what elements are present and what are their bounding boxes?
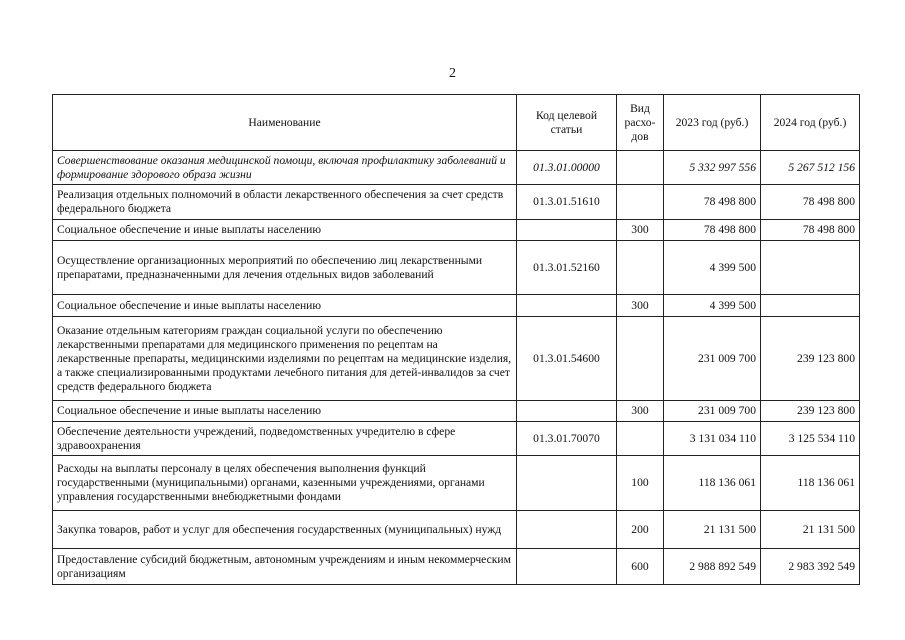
header-2023: 2023 год (руб.) [664,95,761,151]
row-2024: 21 131 500 [761,511,860,549]
row-2024: 3 125 534 110 [761,422,860,456]
row-name: Социальное обеспечение и иные выплаты населению [53,401,517,422]
header-type: Вид расхо-дов [617,95,664,151]
table-row [53,317,860,401]
row-code [517,549,617,585]
row-code: 01.3.01.00000 [517,151,617,185]
row-2023: 78 498 800 [664,220,761,241]
row-2023: 2 988 892 549 [664,549,761,585]
table-header-row [53,95,860,151]
row-2023: 21 131 500 [664,511,761,549]
header-code: Код целевой статьи [517,95,617,151]
row-type: 600 [617,549,664,585]
row-2023: 4 399 500 [664,295,761,317]
row-2023: 231 009 700 [664,401,761,422]
row-2023: 4 399 500 [664,241,761,295]
row-2023: 78 498 800 [664,185,761,220]
table-row [53,295,860,317]
row-type: 200 [617,511,664,549]
table-row [53,185,860,220]
row-name: Расходы на выплаты персоналу в целях обеспечения выполнения функций государственными (муниципальными) органами, казенными учреждениями, органами управления государственными внебюджетными фондами [53,456,517,511]
table-row [53,241,860,295]
header-name: Наименование [53,95,517,151]
row-name: Обеспечение деятельности учреждений, подведомственных учредителю в сфере здравоохранения [53,422,517,456]
row-2024: 239 123 800 [761,317,860,401]
row-code [517,511,617,549]
row-type: 300 [617,401,664,422]
row-type [617,422,664,456]
row-name: Реализация отдельных полномочий в области лекарственного обеспечения за счет средств федерального бюджета [53,185,517,220]
row-type [617,241,664,295]
row-2024 [761,295,860,317]
row-name: Закупка товаров, работ и услуг для обеспечения государственных (муниципальных) нужд [53,511,517,549]
row-type [617,185,664,220]
table-row [53,220,860,241]
page-number: 2 [449,66,456,81]
row-2024: 5 267 512 156 [761,151,860,185]
row-name: Социальное обеспечение и иные выплаты населению [53,295,517,317]
table-row [53,422,860,456]
row-type [617,317,664,401]
table-row [53,549,860,585]
budget-table [52,94,860,585]
row-name: Осуществление организационных мероприятий по обеспечению лиц лекарственными препаратами, предназначенными для лечения отдельных видов заболеваний [53,241,517,295]
table-row [53,511,860,549]
row-2023: 231 009 700 [664,317,761,401]
row-name: Оказание отдельным категориям граждан социальной услуги по обеспечению лекарственными препаратами для медицинского применения по рецептам на лекарственные препараты, медицинскими изделиями по рецептам на медицинские изделия, а также специализированными продуктами лечебного питания для детей-инвалидов за счет средств федерального бюджета [53,317,517,401]
row-2024: 78 498 800 [761,220,860,241]
row-code [517,401,617,422]
table-row [53,401,860,422]
row-2024: 78 498 800 [761,185,860,220]
row-code: 01.3.01.51610 [517,185,617,220]
table-row [53,151,860,185]
row-name: Предоставление субсидий бюджетным, автономным учреждениям и иным некоммерческим организациям [53,549,517,585]
header-2024: 2024 год (руб.) [761,95,860,151]
row-type: 300 [617,220,664,241]
row-name: Совершенствование оказания медицинской помощи, включая профилактику заболеваний и формирование здорового образа жизни [53,151,517,185]
row-2024: 2 983 392 549 [761,549,860,585]
row-type: 100 [617,456,664,511]
row-2023: 5 332 997 556 [664,151,761,185]
row-code: 01.3.01.54600 [517,317,617,401]
row-code [517,456,617,511]
row-2024: 239 123 800 [761,401,860,422]
row-2023: 118 136 061 [664,456,761,511]
row-2024: 118 136 061 [761,456,860,511]
row-2024 [761,241,860,295]
row-code: 01.3.01.52160 [517,241,617,295]
row-name: Социальное обеспечение и иные выплаты населению [53,220,517,241]
row-code [517,295,617,317]
row-type [617,151,664,185]
row-code: 01.3.01.70070 [517,422,617,456]
table-row [53,456,860,511]
row-code [517,220,617,241]
row-2023: 3 131 034 110 [664,422,761,456]
row-type: 300 [617,295,664,317]
